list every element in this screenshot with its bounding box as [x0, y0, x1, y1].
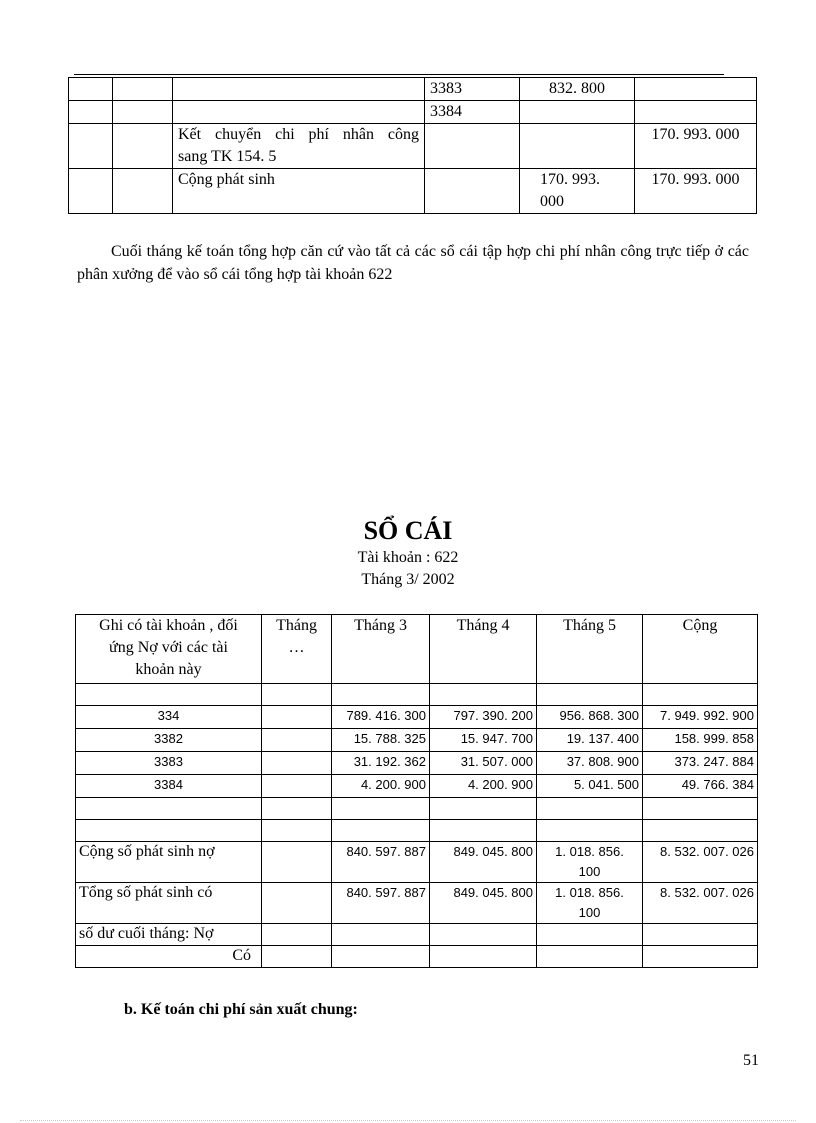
table-row: [76, 752, 758, 775]
header-month-3: Tháng 3: [332, 615, 430, 684]
amount-cell: 4. 200. 900: [332, 775, 430, 798]
amount-cell: 4. 200. 900: [430, 775, 537, 798]
amount-cell: 8. 532. 007. 026: [643, 883, 758, 924]
amount-cell: 158. 999. 858: [643, 729, 758, 752]
page-bottom-rule: [20, 1120, 796, 1121]
header-line: Tháng: [276, 617, 317, 634]
debit-total-row: [76, 842, 758, 883]
debit-line: 000: [540, 193, 564, 210]
amount-cell: 19. 137. 400: [537, 729, 643, 752]
debit-cell: [520, 169, 635, 214]
top-rule: [74, 74, 724, 75]
amount-cell: 789. 416. 300: [332, 706, 430, 729]
ledger-month: Tháng 3/ 2002: [361, 571, 455, 588]
table-row: [69, 78, 757, 101]
table-row: [76, 729, 758, 752]
amount-line: 100: [578, 905, 601, 920]
amount-cell: 840. 597. 887: [332, 842, 430, 883]
debit-cell: 832. 800: [520, 78, 635, 101]
amount-cell: 5. 041. 500: [537, 775, 643, 798]
header-month-4: Tháng 4: [430, 615, 537, 684]
body-paragraph: Cuối tháng kế toán tổng hợp căn cứ vào tất cả các sổ cái tập hợp chi phí nhân công trực tiếp ở các phân xưởng để vào sổ cái tổng hợp tài khoản 622: [77, 243, 749, 283]
amount-cell: 797. 390. 200: [430, 706, 537, 729]
credit-cell: 170. 993. 000: [635, 124, 757, 169]
row-label: Có: [76, 946, 262, 968]
amount-cell: 31. 507. 000: [430, 752, 537, 775]
amount-cell: 31. 192. 362: [332, 752, 430, 775]
description-line: sang TK 154. 5: [178, 148, 277, 165]
row-label: số dư cuối tháng: Nợ: [76, 924, 262, 946]
credit-total-row: [76, 883, 758, 924]
table-row: [76, 775, 758, 798]
amount-cell: [537, 883, 643, 924]
header-line: khoản này: [135, 661, 202, 678]
header-month-other: [262, 615, 332, 684]
table-header-row: [76, 615, 758, 684]
amount-cell: 849. 045. 800: [430, 883, 537, 924]
description-cell: Cộng phát sinh: [173, 169, 425, 214]
amount-line: 1. 018. 856.: [555, 885, 624, 900]
amount-cell: 8. 532. 007. 026: [643, 842, 758, 883]
amount-cell: 15. 947. 700: [430, 729, 537, 752]
account-cell: 3382: [76, 729, 262, 752]
account-cell: 3383: [76, 752, 262, 775]
table-row: [69, 169, 757, 214]
description-line: Kết chuyển chi phí nhân công: [178, 126, 419, 143]
header-total: Cộng: [643, 615, 758, 684]
table-row: [69, 124, 757, 169]
amount-cell: 15. 788. 325: [332, 729, 430, 752]
amount-cell: [537, 842, 643, 883]
credit-cell: 170. 993. 000: [635, 169, 757, 214]
table-row: [76, 684, 758, 706]
top-ledger-table: [68, 77, 757, 214]
account-cell: 3384: [425, 101, 520, 124]
amount-cell: 956. 868. 300: [537, 706, 643, 729]
amount-cell: 7. 949. 992. 900: [643, 706, 758, 729]
amount-cell: 849. 045. 800: [430, 842, 537, 883]
debit-line: 170. 993.: [540, 171, 600, 188]
header-month-5: Tháng 5: [537, 615, 643, 684]
table-row: [69, 101, 757, 124]
header-line: …: [288, 639, 305, 656]
row-label: Tổng số phát sinh có: [76, 883, 262, 924]
description-cell: [173, 124, 425, 169]
amount-line: 1. 018. 856.: [555, 844, 624, 859]
ledger-account: Tài khoản : 622: [357, 549, 459, 566]
section-heading: b. Kế toán chi phí sản xuất chung:: [124, 1001, 358, 1018]
account-cell: 334: [76, 706, 262, 729]
header-line: Ghi có tài khoản , đối: [99, 617, 238, 634]
table-row: [76, 798, 758, 820]
general-ledger-table: [75, 614, 758, 968]
amount-cell: 49. 766. 384: [643, 775, 758, 798]
balance-debit-row: [76, 924, 758, 946]
table-row: [76, 706, 758, 729]
header-account: [76, 615, 262, 684]
table-row: [76, 820, 758, 842]
account-cell: 3383: [425, 78, 520, 101]
amount-line: 100: [578, 864, 601, 879]
amount-cell: 37. 808. 900: [537, 752, 643, 775]
amount-cell: 840. 597. 887: [332, 883, 430, 924]
amount-cell: 373. 247. 884: [643, 752, 758, 775]
ledger-title: SỔ CÁI: [363, 516, 453, 545]
page-number: 51: [743, 1052, 759, 1069]
header-line: ứng Nợ với các tài: [109, 639, 228, 656]
row-label: Cộng số phát sinh nợ: [76, 842, 262, 883]
balance-credit-row: [76, 946, 758, 968]
account-cell: 3384: [76, 775, 262, 798]
